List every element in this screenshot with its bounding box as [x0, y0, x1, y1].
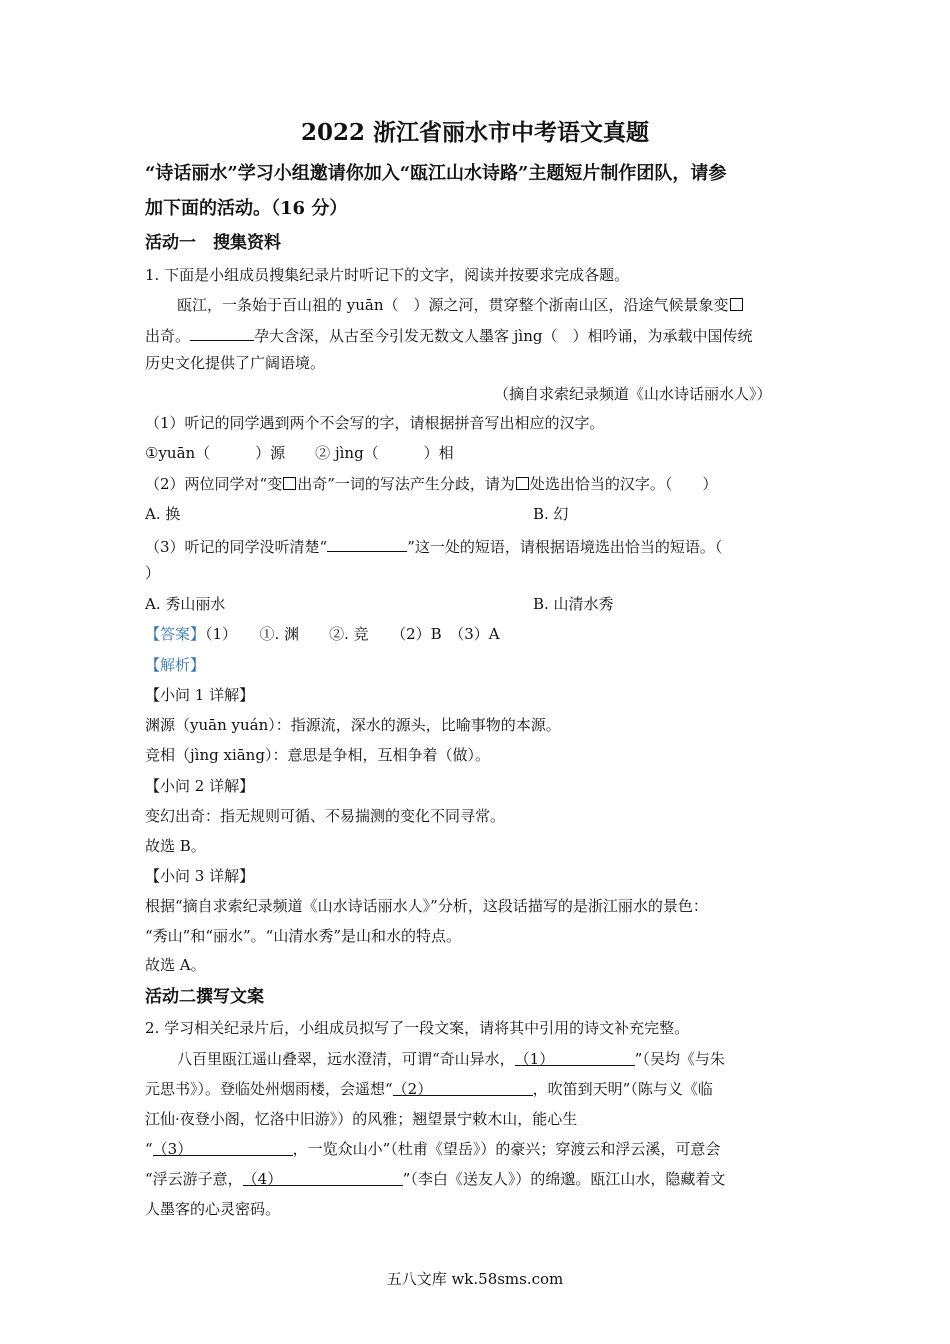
copy-text: ”（李白《送友人》）的绵邈。瓯江山水，隐藏着文 [402, 1170, 726, 1188]
sub-question-2 [145, 474, 717, 494]
detail-2-line-1: 变幻出奇：指无规则可循、不易揣测的变化不同寻常。 [145, 807, 506, 825]
question-2: 2. 学习相关纪录片后，小组成员拟写了一段文案，请将其中引用的诗文补充完整。 [145, 1019, 690, 1037]
blank-line [327, 535, 407, 552]
copy-text: 八百里瓯江遥山叠翠，远水澄清，可谓“奇山异水， [177, 1050, 515, 1068]
copy-line-2 [145, 1079, 713, 1099]
sub-question-3 [145, 535, 722, 557]
blank-line [190, 324, 254, 341]
copy-text: “浮云游子意， [145, 1170, 243, 1188]
answer-label: 【答案】 [145, 625, 206, 643]
copy-line-6: 人墨客的心灵密码。 [145, 1200, 281, 1218]
blank-1: （1） [515, 1049, 635, 1066]
option-a: A. 换 [145, 505, 181, 523]
question-1: 1. 下面是小组成员搜集纪录片时听记下的文字，阅读并按要求完成各题。 [145, 266, 630, 284]
option-b: B. 山清水秀 [533, 595, 614, 613]
blank-4: （4） [243, 1169, 403, 1186]
sub-question-1-blanks: ①yuān（ ）源 ② jìng（ ）相 [145, 444, 454, 462]
passage-text: 出奇。 [145, 327, 191, 345]
sub-question-1: （1）听记的同学遇到两个不会写的字，请根据拼音写出相应的汉字。 [145, 414, 605, 432]
option-b: B. 幻 [533, 505, 569, 523]
detail-3-line-1: 根据“摘自求索纪录频道《山水诗话丽水人》”分析，这段话描写的是浙江丽水的景色： [145, 897, 708, 915]
copy-text: ，一览众山小”（杜甫《望岳》）的豪兴；穿渡云和浮云溪，可意会 [292, 1140, 721, 1158]
copy-text: “ [145, 1140, 153, 1158]
detail-1-line-1: 渊源（yuān yuán）：指源流，深水的源头，比喻事物的本源。 [145, 716, 561, 734]
intro-line-1: “诗话丽水”学习小组邀请你加入“瓯江山水诗路”主题短片制作团队，请参 [145, 163, 727, 184]
detail-2-line-2: 故选 B。 [145, 837, 206, 855]
sub-question-2-text: （2）两位同学对“变 [145, 475, 283, 493]
sub-question-3-text: （3）听记的同学没听清楚“ [145, 538, 328, 556]
copy-line-4 [145, 1139, 720, 1159]
answer-line [145, 624, 500, 644]
copy-text: 元思书》）。登临处州烟雨楼，会遥想“ [145, 1080, 393, 1098]
copy-text: ”（吴均《与朱 [634, 1050, 725, 1068]
page-footer: 五八文库 wk.58sms.com [386, 1270, 564, 1288]
detail-3-line-2: “秀山”和“丽水”。“山清水秀”是山和水的特点。 [145, 927, 462, 945]
passage-text: 孕大含深，从古至今引发无数文人墨客 jìng（ ）相吟诵，为承载中国传统 [254, 327, 753, 345]
sub-question-2-text: 出奇”一词的写法产生分歧，请为 [297, 475, 515, 493]
intro-line-2: 加下面的活动。（16 分） [145, 198, 348, 219]
copy-line-3: 江仙·夜登小阁，忆洛中旧游》）的风雅；翘望景宁敕木山，能心生 [145, 1110, 578, 1128]
copy-line-1 [177, 1049, 725, 1069]
copy-line-5 [145, 1169, 725, 1189]
option-a: A. 秀山丽水 [145, 595, 226, 613]
sub-question-2-text: 处选出恰当的汉字。（ ） [529, 475, 718, 493]
detail-3-title: 【小问 3 详解】 [145, 867, 255, 885]
blank-square [283, 477, 296, 490]
passage-text: 瓯江，一条始于百山祖的 yuān（ ）源之河，贯穿整个浙南山区，沿途气候景象变 [177, 296, 729, 314]
detail-1-title: 【小问 1 详解】 [145, 686, 255, 704]
blank-square [730, 298, 743, 311]
activity1-heading: 活动一 搜集资料 [145, 233, 281, 253]
passage-line-3: 历史文化提供了广阔语境。 [145, 354, 326, 372]
blank-3: （3） [153, 1139, 293, 1156]
page-title: 2022 浙江省丽水市中考语文真题 [300, 119, 650, 146]
detail-2-title: 【小问 2 详解】 [145, 777, 255, 795]
analysis-label: 【解析】 [145, 656, 206, 674]
passage-line-2 [145, 324, 753, 346]
blank-2: （2） [393, 1079, 533, 1096]
detail-1-line-2: 竞相（jìng xiāng）：意思是争相，互相争着（做）。 [145, 746, 490, 764]
sub-question-3-text: ”这一处的短语，请根据语境选出恰当的短语。（ [407, 538, 723, 556]
detail-3-line-3: 故选 A。 [145, 956, 206, 974]
activity2-heading: 活动二撰写文案 [145, 987, 264, 1007]
passage-source: （摘自求索纪录频道《山水诗话丽水人》） [494, 385, 772, 403]
copy-text: ，吹笛到天明”（陈与义《临 [532, 1080, 713, 1098]
blank-square [516, 477, 529, 490]
answer-text: （1） ①. 渊 ②. 竞 （2）B （3）A [205, 625, 500, 643]
passage-line-1 [177, 295, 744, 315]
sub-question-3-end: ） [145, 564, 161, 582]
